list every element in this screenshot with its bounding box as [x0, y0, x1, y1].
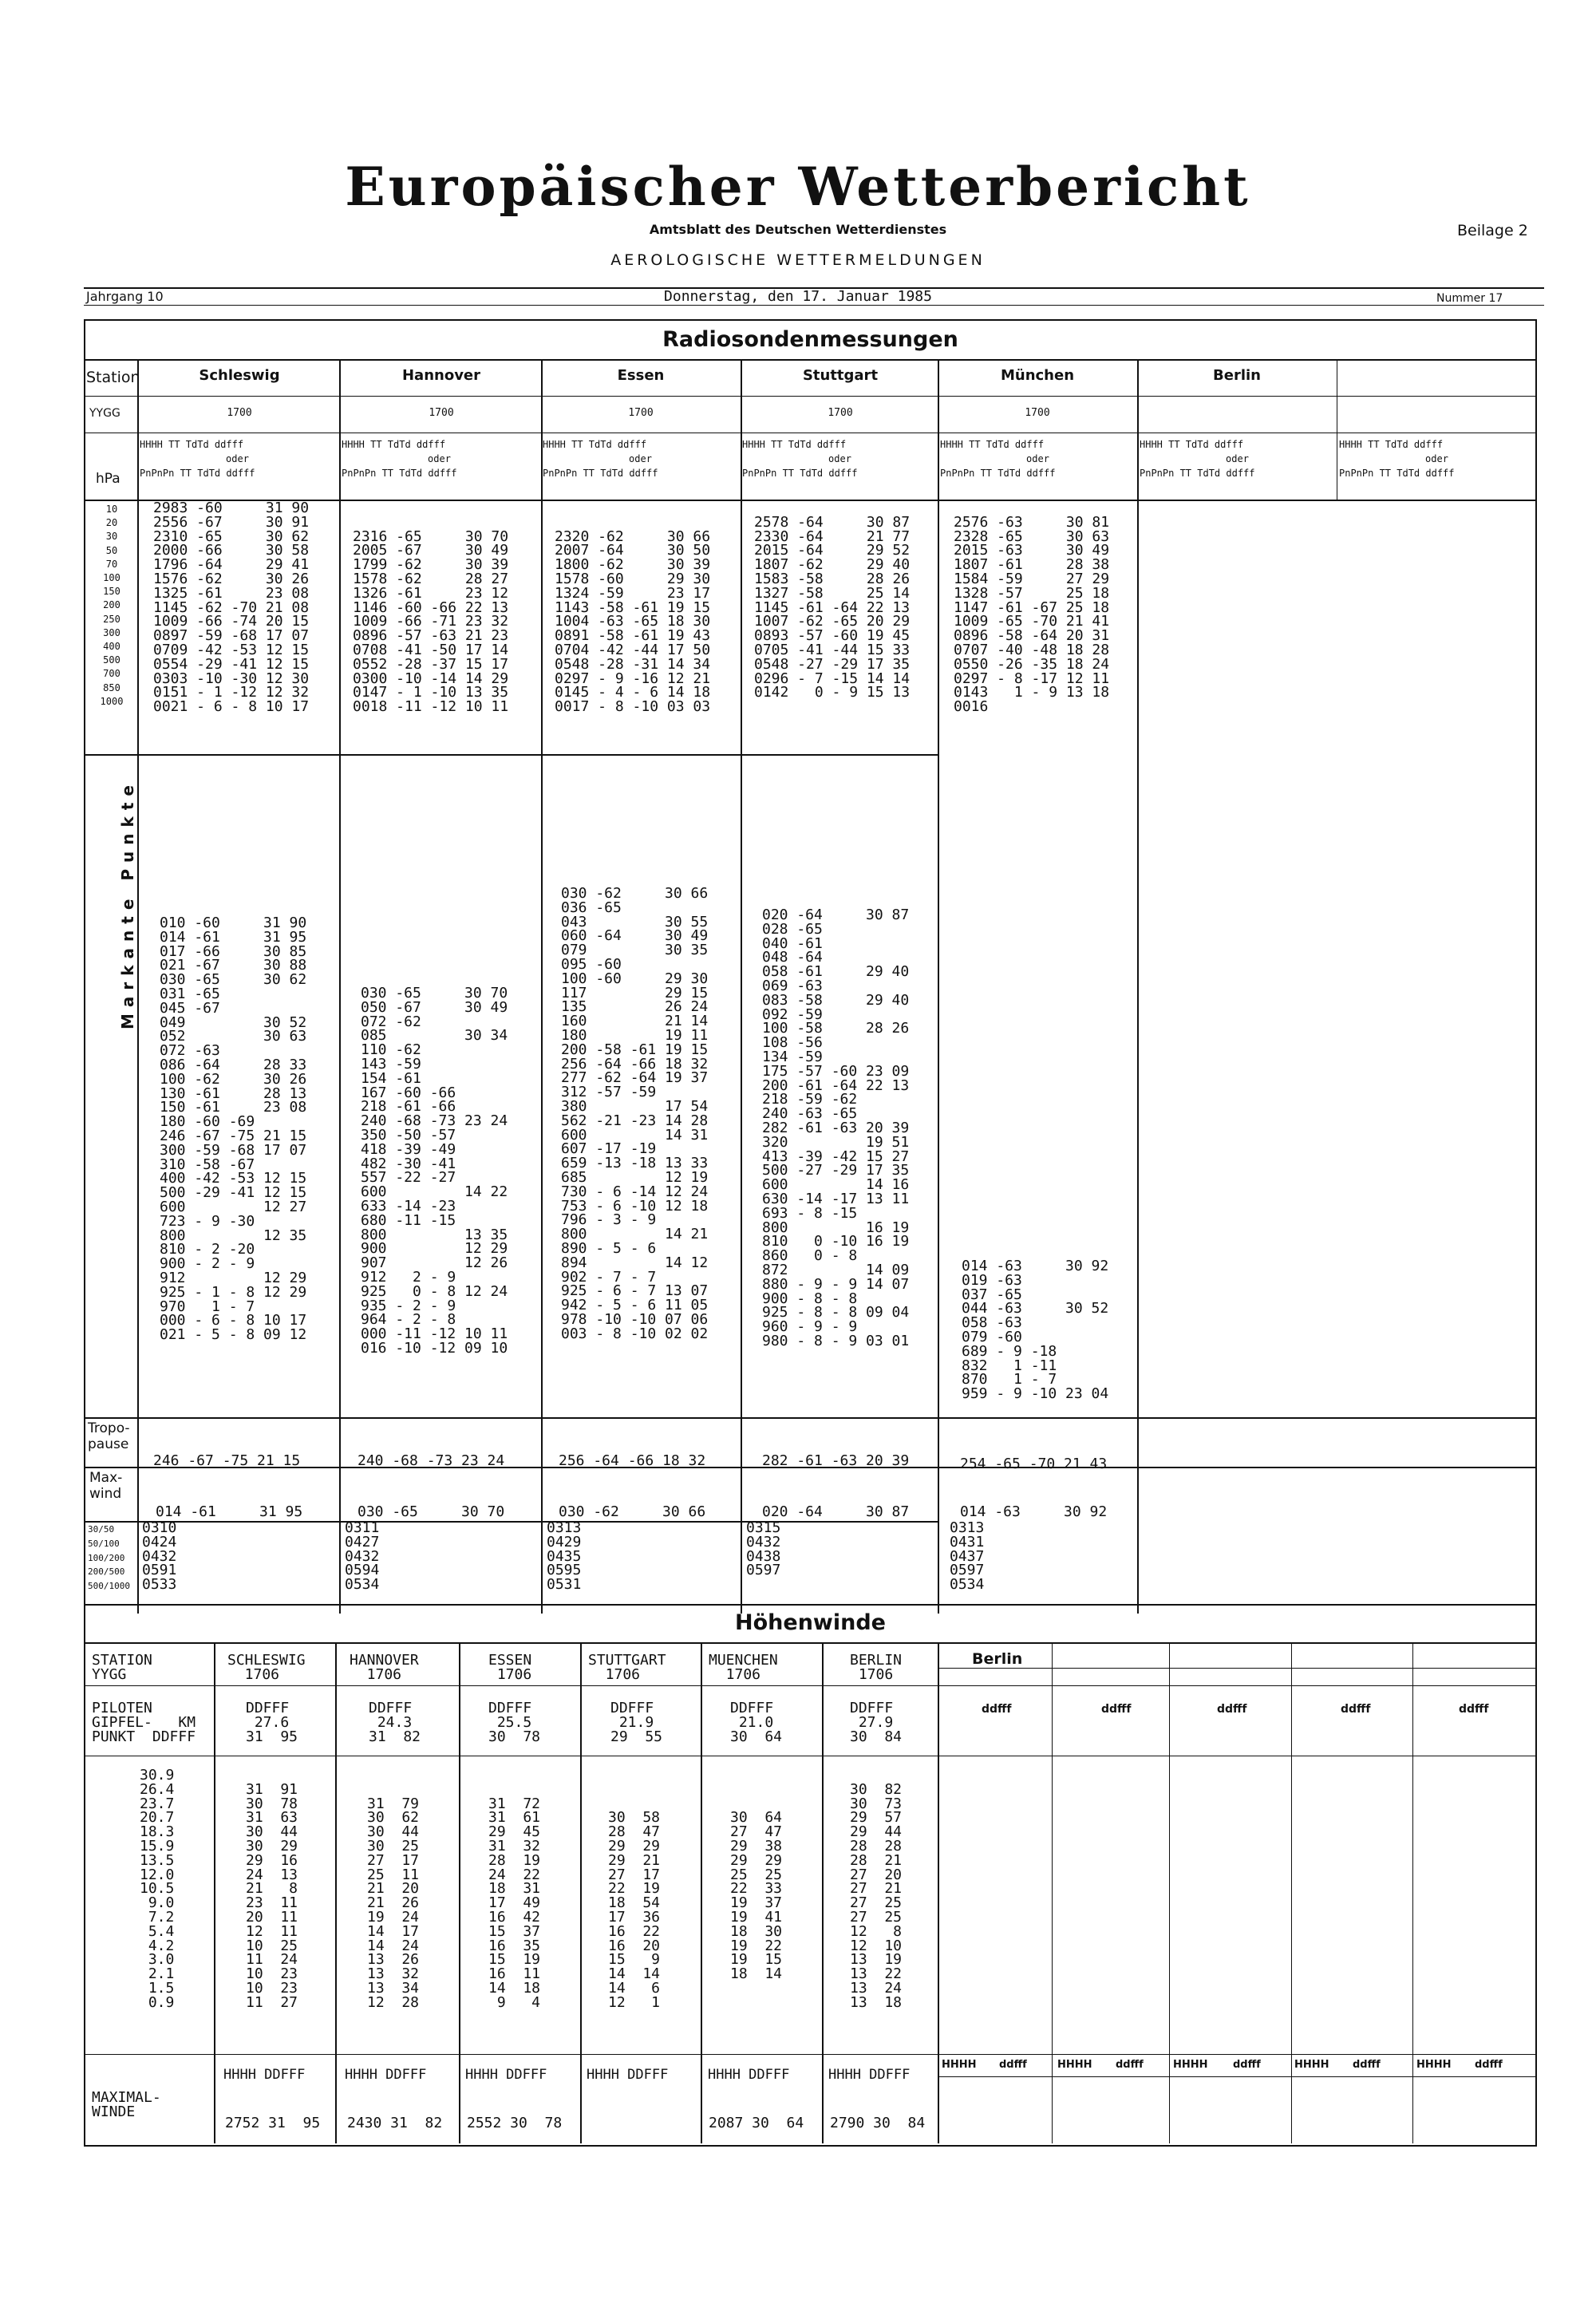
col-header-oder: oder [1226, 453, 1249, 464]
col-header-top: HHHH TT TdTd ddfff [940, 439, 1045, 450]
shear-stuttgart: 0315 0432 0438 0597 [746, 1519, 781, 1579]
col-header-6 [1339, 437, 1535, 480]
section-title: AEROLOGISCHE WETTERMELDUNGEN [610, 251, 986, 269]
max-schleswig: 2752 31 95 [225, 2115, 321, 2131]
col-header-oder: oder [226, 453, 249, 464]
col-header-top: HHHH TT TdTd ddfff [140, 439, 244, 450]
shear-levels: 30/50 50/100 100/200 200/500 500/1000 [88, 1524, 130, 1592]
wind-col-berlin: 30 82 30 73 29 57 29 44 28 28 28 21 27 20 27 21 27 25 27 25 12 8 12 10 13 19 13 22 13 24 13 18 [850, 1780, 903, 2011]
shear-muenchen: 0313 0431 0437 0597 0534 [950, 1519, 985, 1594]
tropo-schleswig: 246 -67 -75 21 15 [153, 1452, 301, 1469]
col-header-2 [543, 437, 738, 480]
page-title: Europäischer Wetterbericht [345, 156, 1251, 218]
winds-st-hannover: HANNOVER 1706 [350, 1652, 419, 1683]
std-essen: 2320 -62 30 66 2007 -64 30 50 1800 -62 30 39 1578 -60 29 30 1324 -59 23 17 1143 -58 -61 19 15 1004 -63 -65 18 30 0891 -58 -61 19 43 0704 -42 -44 17 50 0548 -28 -31 14 34 0297 - 9 -16 12 21 0145 - 4 - 6 14 18 0017 - 8 -10 03 03 [555, 527, 711, 716]
maxwind-essen: 030 -62 30 66 [559, 1503, 706, 1520]
mark-muenchen: 014 -63 30 92 019 -63 037 -65 044 -63 30 52 058 -63 079 -60 689 - 9 -18 832 1 -11 870 1 - 7 959 - 9 -10 23 04 [962, 1258, 1109, 1403]
winds-station-labels: STATION YYGG [92, 1652, 152, 1683]
max-label: MAXIMAL- WINDE [92, 2089, 161, 2120]
mark-essen: 030 -62 30 66 036 -65 043 30 55 060 -64 30 49 079 30 35 095 -60 100 -60 29 30 117 29 15 135 26 24 160 21 14 180 19 11 200 -58 -61 19 15 256 -64 -66 18 32 277 -62 -64 19 37 312 -57 -59 380 17 54 562 -21 -23 14 28 600 14 31 607 -17 -19 659 -13 -18 13 33 685 12 19 730 - 6 -14 12 24 753 - 6 -10 12 18 796 - 3 - 9 800 14 21 890 - 5 - 6 894 14 12 902 - 7 - 7 925 - 6 - 7 13 07 942 - 5 - 6 11 05 978 -10 -10 07 06 003 - 8 -10 02 02 [561, 885, 709, 1342]
std-stuttgart: 2578 -64 30 87 2330 -64 21 77 2015 -64 29 52 1807 -62 29 40 1583 -58 28 26 1327 -58 25 14 1145 -61 -64 22 13 1007 -62 -65 20 29 0893 -57 -60 19 45 0705 -41 -44 15 33 0548 -27 -29 17 35 0296 - 7 -15 14 14 0142 0 - 9 15 13 [754, 513, 911, 701]
winds-st-muenchen: MUENCHEN 1706 [709, 1652, 778, 1683]
date-line: Donnerstag, den 17. Januar 1985 [664, 288, 932, 305]
shear-hannover: 0311 0427 0432 0594 0534 [345, 1519, 380, 1594]
col-header-top: HHHH TT TdTd ddfff [742, 439, 847, 450]
col-header-top: HHHH TT TdTd ddfff [543, 439, 647, 450]
header-rule-2 [84, 305, 1544, 306]
subtitle: Amtsblatt des Deutschen Wetterdienstes [649, 222, 947, 237]
station-hannover: Hannover [401, 367, 481, 384]
pilot-muenchen: DDFFF 21.0 30 64 [730, 1700, 783, 1745]
station-essen: Essen [617, 367, 665, 384]
ddfff-3: ddfff [1217, 1703, 1247, 1716]
tropo-label: Tropo- pause [88, 1420, 130, 1452]
tropo-stuttgart: 282 -61 -63 20 39 [762, 1452, 910, 1469]
max-essen: 2552 30 78 [467, 2115, 563, 2131]
max-hannover: 2430 31 82 [347, 2115, 443, 2131]
maxwind-label: Max- wind [89, 1470, 123, 1502]
yygg-stuttgart: 1700 [828, 407, 853, 419]
right-max-hdr-0: HHHH [942, 2059, 977, 2071]
max-hdr-1: HHHH DDFFF [345, 2067, 427, 2083]
right-max-hdr-2: HHHH [1057, 2059, 1092, 2071]
yygg-muenchen: 1700 [1025, 407, 1050, 419]
max-hdr-2: HHHH DDFFF [465, 2067, 547, 2083]
winds-right-berlin: Berlin [972, 1650, 1023, 1668]
jahrgang: Jahrgang 10 [86, 289, 164, 304]
station-label: Station [86, 369, 140, 386]
right-max-hdr-1: ddfff [999, 2059, 1027, 2071]
station-schleswig: Schleswig [199, 367, 280, 384]
right-max-hdr-4: HHHH [1173, 2059, 1208, 2071]
right-max-hdr-7: ddfff [1353, 2059, 1381, 2071]
yygg-essen: 1700 [628, 407, 654, 419]
col-header-bot: PnPnPn TT TdTd ddfff [1140, 468, 1255, 479]
col-header-bot: PnPnPn TT TdTd ddfff [342, 468, 457, 479]
mark-hannover: 030 -65 30 70 050 -67 30 49 072 -62 085 30 34 110 -62 143 -59 154 -61 167 -60 -66 218 -61 -66 240 -68 -73 23 24 350 -50 -57 418 -39 -49 482 -30 -41 557 -22 -27 600 14 22 633 -14 -23 680 -11 -15 800 13 35 900 12 29 907 12 26 912 2 - 9 925 0 - 8 12 24 935 - 2 - 9 964 - 2 - 8 000 -11 -12 10 11 016 -10 -12 09 10 [361, 985, 508, 1357]
col-header-0 [140, 437, 335, 480]
col-header-bot: PnPnPn TT TdTd ddfff [543, 468, 658, 479]
wind-col-muenchen: 30 64 27 47 29 38 29 29 25 25 22 33 19 37 19 41 18 30 19 22 19 15 18 14 [730, 1809, 783, 1983]
right-max-hdr-8: HHHH [1416, 2059, 1452, 2071]
nummer: Nummer 17 [1436, 292, 1503, 305]
yygg-label: YYGG [89, 407, 120, 420]
right-max-hdr-5: ddfff [1233, 2059, 1261, 2071]
pilot-schleswig: DDFFF 27.6 31 95 [246, 1700, 298, 1745]
col-header-1 [342, 437, 537, 480]
pilot-labels: PILOTEN GIPFEL- KM PUNKT DDFFF [92, 1700, 196, 1745]
station-stuttgart: Stuttgart [802, 367, 879, 384]
winds-st-essen: ESSEN 1706 [488, 1652, 532, 1683]
pilot-stuttgart: DDFFF 21.9 29 55 [610, 1700, 663, 1745]
station-berlin: Berlin [1213, 367, 1261, 384]
mark-stuttgart: 020 -64 30 87 028 -65 040 -61 048 -64 058 -61 29 40 069 -63 083 -58 29 40 092 -59 100 -58 28 26 108 -56 134 -59 175 -57 -60 23 09 200 -61 -64 22 13 218 -59 -62 240 -63 -65 282 -61 -63 20 39 320 19 51 413 -39 -42 15 27 500 -27 -29 17 35 600 14 16 630 -14 -17 13 11 693 - 8 -15 800 16 19 810 0 -10 16 19 860 0 - 8 872 14 09 880 - 9 - 9 14 07 900 - 8 - 8 925 - 8 - 8 09 04 960 - 9 - 9 980 - 8 - 9 03 01 [762, 907, 910, 1349]
radiosonde-title: Radiosondenmessungen [662, 327, 958, 352]
markante-punkte-label: Markante Punkte [118, 779, 137, 1029]
col-header-bot: PnPnPn TT TdTd ddfff [140, 468, 255, 479]
station-muenchen: München [1000, 367, 1075, 384]
col-header-oder: oder [629, 453, 652, 464]
max-muenchen: 2087 30 64 [709, 2115, 804, 2131]
winds-st-berlin: BERLIN 1706 [850, 1652, 903, 1683]
col-header-bot: PnPnPn TT TdTd ddfff [1339, 468, 1455, 479]
std-muenchen: 2576 -63 30 81 2328 -65 30 63 2015 -63 30 49 1807 -61 28 38 1584 -59 27 29 1328 -57 25 18 1147 -61 -67 25 18 1009 -65 -70 21 41 0896 -58 -64 20 31 0707 -40 -48 18 28 0550 -26 -35 18 24 0297 - 8 -17 12 11 0143 1 - 9 13 18 0016 [954, 513, 1110, 716]
col-header-bot: PnPnPn TT TdTd ddfff [940, 468, 1056, 479]
max-hdr-3: HHHH DDFFF [587, 2067, 669, 2083]
ddfff-2: ddfff [1101, 1703, 1132, 1716]
max-berlin: 2790 30 84 [830, 2115, 926, 2131]
maxwind-schleswig: 014 -61 31 95 [156, 1503, 303, 1520]
col-header-5 [1140, 437, 1335, 480]
ddfff-1: ddfff [982, 1703, 1012, 1716]
col-header-3 [742, 437, 938, 480]
winds-st-stuttgart: STUTTGART 1706 [588, 1652, 666, 1683]
maxwind-stuttgart: 020 -64 30 87 [762, 1503, 910, 1520]
std-schleswig: 2983 -60 31 90 2556 -67 30 91 2310 -65 30 62 2000 -66 30 58 1796 -64 29 41 1576 -62 30 26 1325 -61 23 08 1145 -62 -70 21 08 1009 -66 -74 20 15 0897 -59 -68 17 07 0709 -42 -53 12 15 0554 -29 -41 12 15 0303 -10 -30 12 30 0151 - 1 -12 12 32 0021 - 6 - 8 10 17 [153, 500, 310, 716]
max-hdr-4: HHHH DDFFF [708, 2067, 790, 2083]
wind-col-hannover: 31 79 30 62 30 44 30 25 27 17 25 11 21 20 21 26 19 24 14 17 14 24 13 26 13 32 13 34 12 28 [367, 1795, 420, 2011]
winds-st-schleswig: SCHLESWIG 1706 [227, 1652, 306, 1683]
max-hdr-5: HHHH DDFFF [828, 2067, 911, 2083]
maxwind-hannover: 030 -65 30 70 [358, 1503, 505, 1520]
col-header-bot: PnPnPn TT TdTd ddfff [742, 468, 858, 479]
ddfff-4: ddfff [1341, 1703, 1371, 1716]
ddfff-5: ddfff [1459, 1703, 1489, 1716]
tropo-essen: 256 -64 -66 18 32 [559, 1452, 706, 1469]
hpa-levels: 10 20 30 50 70 100 150 200 250 300 400 500 700 850 1000 [100, 504, 124, 707]
shear-essen: 0313 0429 0435 0595 0531 [547, 1519, 582, 1594]
wind-col-schleswig: 31 91 30 78 31 63 30 44 30 29 29 16 24 13 21 8 23 11 20 11 12 11 10 25 11 24 10 23 10 23 11 27 [246, 1780, 298, 2011]
beilage-label: Beilage 2 [1457, 222, 1528, 239]
wind-col-essen: 31 72 31 61 29 45 31 32 28 19 24 22 18 31 17 49 16 42 15 37 16 35 15 19 16 11 14 18 9 4 [488, 1795, 541, 2011]
yygg-hannover: 1700 [429, 407, 454, 419]
hpa-label: hPa [96, 471, 120, 487]
winds-title: Höhenwinde [735, 1610, 886, 1635]
col-header-top: HHHH TT TdTd ddfff [342, 439, 446, 450]
col-header-top: HHHH TT TdTd ddfff [1339, 439, 1444, 450]
tropo-hannover: 240 -68 -73 23 24 [358, 1452, 505, 1469]
col-header-oder: oder [828, 453, 851, 464]
wind-heights: 30.9 26.4 23.7 20.7 18.3 15.9 13.5 12.0 10.5 9.0 7.2 5.4 4.2 3.0 2.1 1.5 0.9 [140, 1767, 175, 2011]
col-header-oder: oder [428, 453, 451, 464]
pilot-berlin: DDFFF 27.9 30 84 [850, 1700, 903, 1745]
pilot-essen: DDFFF 25.5 30 78 [488, 1700, 541, 1745]
col-header-4 [940, 437, 1136, 480]
mark-schleswig: 010 -60 31 90 014 -61 31 95 017 -66 30 85 021 -67 30 88 030 -65 30 62 031 -65 045 -67 049 30 52 052 30 63 072 -63 086 -64 28 33 100 -62 30 26 130 -61 28 13 150 -61 23 08 180 -60 -69 246 -67 -75 21 15 300 -59 -68 17 07 310 -58 -67 400 -42 -53 12 15 500 -29 -41 12 15 600 12 27 723 - 9 -30 800 12 35 810 - 2 -20 900 - 2 - 9 912 12 29 925 - 1 - 8 12 29 970 1 - 7 000 - 6 - 8 10 17 021 - 5 - 8 09 12 [160, 914, 307, 1344]
right-max-hdr-9: ddfff [1475, 2059, 1503, 2071]
pilot-hannover: DDFFF 24.3 31 82 [369, 1700, 421, 1745]
max-hdr-0: HHHH DDFFF [223, 2067, 306, 2083]
col-header-oder: oder [1026, 453, 1049, 464]
col-header-top: HHHH TT TdTd ddfff [1140, 439, 1244, 450]
std-hannover: 2316 -65 30 70 2005 -67 30 49 1799 -62 30 39 1578 -62 28 27 1326 -61 23 12 1146 -60 -66 22 13 1009 -66 -71 23 32 0896 -57 -63 21 23 0708 -41 -50 17 14 0552 -28 -37 15 17 0300 -10 -14 14 29 0147 - 1 -10 13 35 0018 -11 -12 10 11 [353, 527, 509, 716]
tropo-muenchen: 254 -65 -70 21 43 [960, 1456, 1108, 1472]
right-max-hdr-6: HHHH [1294, 2059, 1329, 2071]
maxwind-muenchen: 014 -63 30 92 [960, 1503, 1108, 1520]
yygg-schleswig: 1700 [227, 407, 252, 419]
shear-schleswig: 0310 0424 0432 0591 0533 [142, 1519, 177, 1594]
wind-col-stuttgart: 30 58 28 47 29 29 29 21 27 17 22 19 18 54 17 36 16 22 16 20 15 9 14 14 14 6 12 1 [608, 1809, 661, 2011]
col-header-oder: oder [1425, 453, 1448, 464]
right-max-hdr-3: ddfff [1116, 2059, 1144, 2071]
